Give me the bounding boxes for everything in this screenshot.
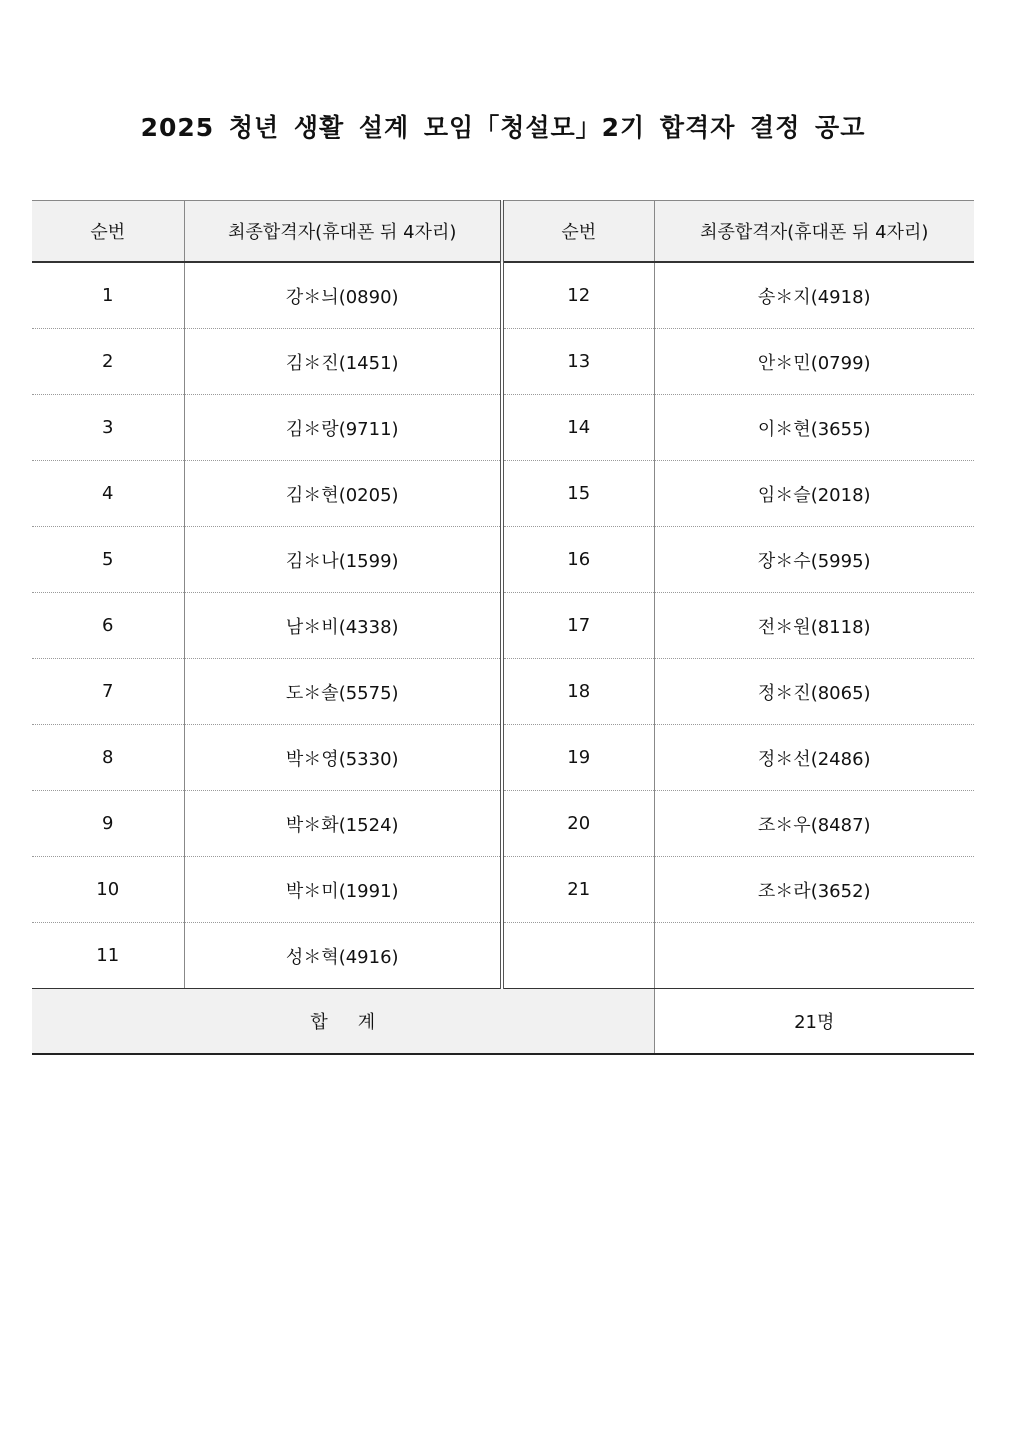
row-name-left: 박＊미(1991)	[184, 857, 502, 923]
results-table	[32, 200, 974, 1055]
table-row	[32, 659, 974, 725]
row-name-left: 김＊진(1451)	[184, 329, 502, 395]
row-no-left: 10	[32, 857, 184, 923]
total-row	[32, 989, 974, 1055]
table-row	[32, 329, 974, 395]
row-no-left: 3	[32, 395, 184, 461]
table-row	[32, 857, 974, 923]
row-no-left: 1	[32, 262, 184, 329]
row-name-right	[654, 923, 974, 989]
row-no-right: 18	[502, 659, 654, 725]
row-no-right: 17	[502, 593, 654, 659]
row-no-right: 15	[502, 461, 654, 527]
row-no-left: 6	[32, 593, 184, 659]
row-name-right: 안＊민(0799)	[654, 329, 974, 395]
row-no-left: 9	[32, 791, 184, 857]
row-no-right: 20	[502, 791, 654, 857]
header-name-left: 최종합격자(휴대폰 뒤 4자리)	[184, 201, 502, 263]
row-no-right: 13	[502, 329, 654, 395]
row-no-left: 11	[32, 923, 184, 989]
row-name-left: 박＊영(5330)	[184, 725, 502, 791]
row-name-right: 송＊지(4918)	[654, 262, 974, 329]
row-no-left: 2	[32, 329, 184, 395]
row-name-left: 강＊늬(0890)	[184, 262, 502, 329]
row-name-right: 조＊라(3652)	[654, 857, 974, 923]
total-value: 21명	[654, 989, 974, 1055]
table-header-row	[32, 201, 974, 263]
row-no-left: 5	[32, 527, 184, 593]
header-no-right: 순번	[502, 201, 654, 263]
table-row	[32, 923, 974, 989]
row-no-left: 8	[32, 725, 184, 791]
header-no-left: 순번	[32, 201, 184, 263]
table-row	[32, 395, 974, 461]
row-no-right: 14	[502, 395, 654, 461]
row-name-right: 전＊원(8118)	[654, 593, 974, 659]
row-name-right: 이＊현(3655)	[654, 395, 974, 461]
row-no-right: 16	[502, 527, 654, 593]
row-no-right	[502, 923, 654, 989]
row-name-left: 김＊랑(9711)	[184, 395, 502, 461]
table-row	[32, 461, 974, 527]
table-row	[32, 527, 974, 593]
row-no-left: 7	[32, 659, 184, 725]
table-row	[32, 791, 974, 857]
row-name-right: 조＊우(8487)	[654, 791, 974, 857]
row-no-right: 19	[502, 725, 654, 791]
table-row	[32, 725, 974, 791]
row-name-left: 도＊솔(5575)	[184, 659, 502, 725]
header-name-right: 최종합격자(휴대폰 뒤 4자리)	[654, 201, 974, 263]
row-name-left: 성＊혁(4916)	[184, 923, 502, 989]
row-name-right: 정＊진(8065)	[654, 659, 974, 725]
table-row	[32, 593, 974, 659]
row-name-left: 김＊나(1599)	[184, 527, 502, 593]
row-name-right: 장＊수(5995)	[654, 527, 974, 593]
row-no-right: 12	[502, 262, 654, 329]
row-name-left: 남＊비(4338)	[184, 593, 502, 659]
row-name-right: 임＊슬(2018)	[654, 461, 974, 527]
row-name-right: 정＊선(2486)	[654, 725, 974, 791]
document-title: 2025 청년 생활 설계 모임「청설모」2기 합격자 결정 공고	[140, 113, 866, 142]
row-name-left: 김＊현(0205)	[184, 461, 502, 527]
table-row	[32, 262, 974, 329]
row-no-right: 21	[502, 857, 654, 923]
total-label: 합계	[32, 989, 654, 1055]
row-name-left: 박＊화(1524)	[184, 791, 502, 857]
row-no-left: 4	[32, 461, 184, 527]
